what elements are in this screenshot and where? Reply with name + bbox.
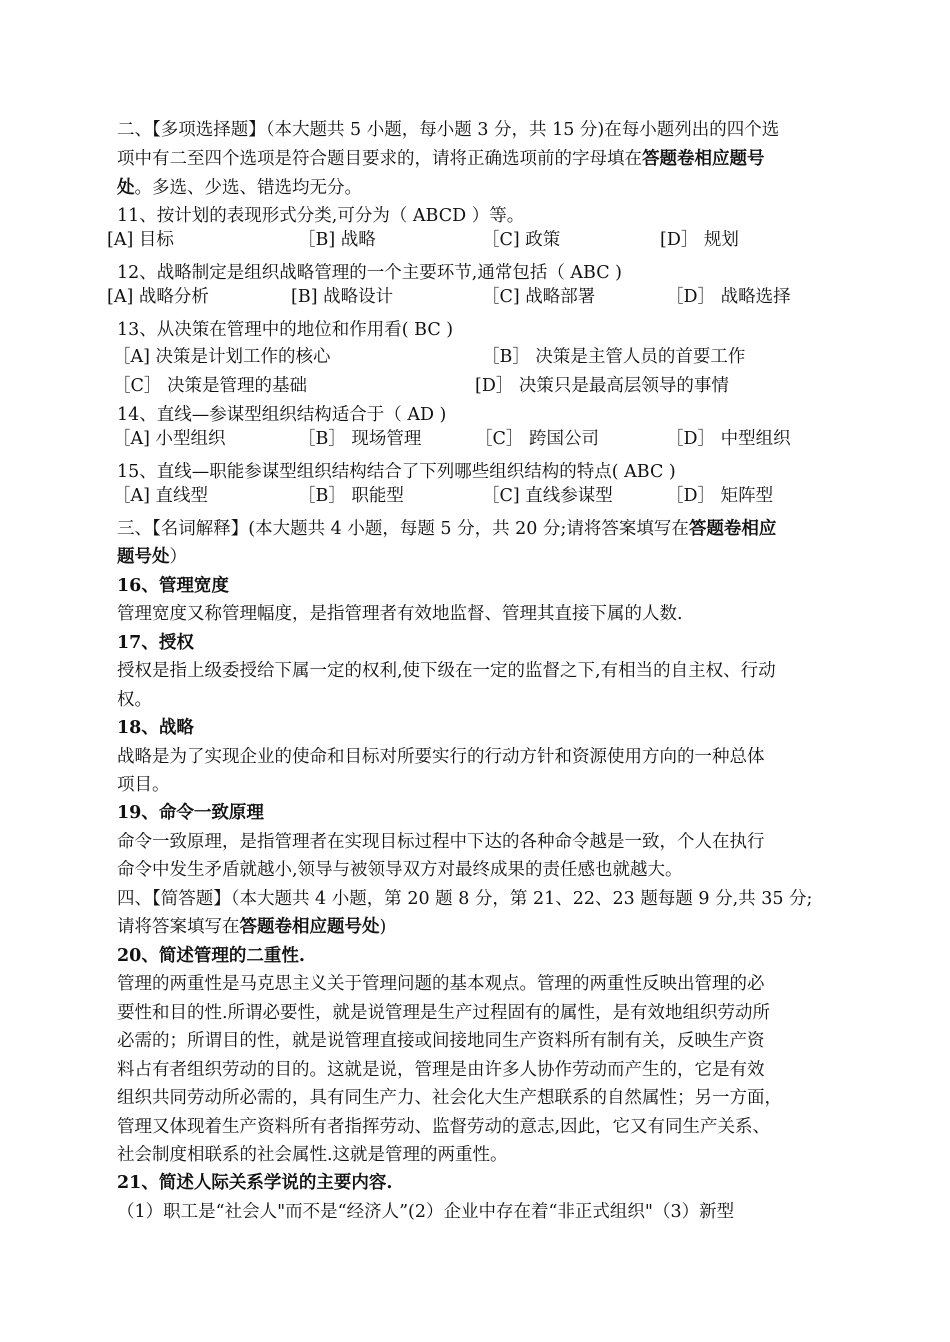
- q16-title: 16、管理宽度: [117, 576, 229, 596]
- q12-option-a: [A] 战略分析: [107, 287, 209, 307]
- q21-title: 21、简述人际关系学说的主要内容.: [117, 1173, 393, 1193]
- section3-heading-line1: [117, 515, 840, 543]
- q17-answer-line: 权。: [117, 690, 152, 710]
- q15-option-c: ［C] 直线参谋型: [482, 486, 613, 506]
- section2-text: 项中有二至四个选项是符合题目要求的，请将正确选项前的字母填在: [117, 149, 642, 169]
- section4-bold-text: 答题卷相应题号处: [239, 917, 380, 937]
- q17-title: 17、授权: [117, 633, 194, 653]
- q19-answer-line: 命令一致原理，是指管理者在实现目标过程中下达的各种命令越是一致，个人在执行: [117, 832, 765, 852]
- q20-answer-line: 必需的；所谓目的性，就是说管理直接或间接地同生产资料所有制有关，反映生产资: [117, 1031, 765, 1051]
- q14-option-c: ［C］ 跨国公司: [475, 429, 599, 449]
- q11-option-c: ［C] 政策: [482, 230, 561, 250]
- q11-option-a: [A] 目标: [107, 230, 174, 250]
- section2-heading-line1: 二、【多项选择题】（本大题共 5 小题，每小题 3 分，共 15 分)在每小题列出的四个选: [117, 120, 780, 140]
- section3-bold-text: 题号处: [117, 547, 170, 567]
- q12-options: [0, 283, 950, 311]
- q12-option-b: [B] 战略设计: [291, 287, 394, 307]
- section2-heading-line3: [117, 174, 840, 202]
- q15-option-d: ［D］ 矩阵型: [666, 486, 774, 506]
- q18-title: 18、战略: [117, 718, 194, 738]
- q14-stem: 14、直线—参谋型组织结构适合于（ AD ): [117, 405, 447, 425]
- q20-answer-line: 社会制度相联系的社会属性.这就是管理的两重性。: [117, 1145, 508, 1165]
- q15-stem: 15、直线—职能参谋型组织结构结合了下列哪些组织结构的特点( ABC ): [117, 462, 676, 482]
- q21-answer-line: （1）职工是“社会人"而不是“经济人”(2）企业中存在着“非正式组织"（3）新型: [117, 1202, 735, 1222]
- q15-options: [0, 482, 950, 510]
- q12-stem: 12、战略制定是组织战略管理的一个主要环节,通常包括（ ABC ): [117, 263, 622, 283]
- q12-option-c: ［C] 战略部署: [482, 287, 596, 307]
- q13-option-c: ［C］ 决策是管理的基础: [113, 376, 307, 396]
- q20-answer-line: 要性和目的性.所谓必要性，就是说管理是生产过程固有的属性，是有效地组织劳动所: [117, 1003, 771, 1023]
- section3-bold-text: 答题卷相应: [688, 519, 777, 539]
- q14-options: [0, 425, 950, 453]
- section4-text: ): [379, 917, 387, 937]
- q20-answer-line: 料占有者组织劳动的目的。这就是说，管理是由许多人协作劳动而产生的，它是有效: [117, 1060, 765, 1080]
- q20-title: 20、简述管理的二重性.: [117, 946, 305, 966]
- q13-options-row2: [0, 372, 950, 400]
- q13-option-d: [D］ 决策只是最高层领导的事情: [475, 376, 729, 396]
- q13-option-b: ［B］ 决策是主管人员的首要工作: [482, 347, 746, 367]
- section3-heading-line2: [117, 543, 840, 571]
- q19-title: 19、命令一致原理: [117, 803, 264, 823]
- section2-bold-text: 答题卷相应题号: [642, 149, 765, 169]
- q14-option-b: ［B］ 现场管理: [298, 429, 422, 449]
- q13-options-row1: [0, 343, 950, 371]
- section2-bold-text: 处: [117, 178, 135, 198]
- q13-stem: 13、从决策在管理中的地位和作用看( BC ): [117, 320, 454, 340]
- q15-option-a: ［A] 直线型: [113, 486, 209, 506]
- section4-heading-line2: [117, 913, 840, 941]
- q16-answer-line: 管理宽度又称管理幅度，是指管理者有效地监督、管理其直接下属的人数.: [117, 604, 683, 624]
- q20-answer-line: 组织共同劳动所必需的，具有同生产力、社会化大生产想联系的自然属性；另一方面，: [117, 1088, 782, 1108]
- section4-text: 请将答案填写在: [117, 917, 240, 937]
- q20-answer-line: 管理的两重性是马克思主义关于管理问题的基本观点。管理的两重性反映出管理的必: [117, 974, 765, 994]
- q15-option-b: ［B］ 职能型: [298, 486, 404, 506]
- section2-heading-line2: [117, 145, 840, 173]
- q11-stem: 11、按计划的表现形式分类,可分为（ ABCD ）等。: [117, 206, 525, 226]
- section3-text: ）: [169, 547, 187, 567]
- q11-options: [0, 226, 950, 254]
- q11-option-d: [D］ 规划: [660, 230, 739, 250]
- section2-text: 。多选、少选、错选均无分。: [134, 178, 362, 198]
- q14-option-d: ［D］ 中型组织: [666, 429, 791, 449]
- q19-answer-line: 命令中发生矛盾就越小,领导与被领导双方对最终成果的责任感也就越大。: [117, 860, 683, 880]
- q18-answer-line: 战略是为了实现企业的使命和目标对所要实行的行动方针和资源使用方向的一种总体: [117, 747, 765, 767]
- section4-heading-line1: 四、【简答题】（本大题共 4 小题，第 20 题 8 分，第 21、22、23 题每题 9 分,共 35 分;: [117, 889, 813, 909]
- q13-option-a: ［A] 决策是计划工作的核心: [113, 347, 331, 367]
- q12-option-d: ［D］ 战略选择: [666, 287, 791, 307]
- q14-option-a: ［A] 小型组织: [113, 429, 226, 449]
- section3-text: 三、【名词解释】(本大题共 4 小题，每题 5 分，共 20 分;请将答案填写在: [117, 519, 689, 539]
- q17-answer-line: 授权是指上级委授给下属一定的权利,使下级在一定的监督之下,有相当的自主权、行动: [117, 661, 776, 681]
- q11-option-b: ［B] 战略: [298, 230, 376, 250]
- q18-answer-line: 项目。: [117, 775, 170, 795]
- q20-answer-line: 管理又体现着生产资料所有者指挥劳动、监督劳动的意志,因此，它又有同生产关系、: [117, 1117, 771, 1137]
